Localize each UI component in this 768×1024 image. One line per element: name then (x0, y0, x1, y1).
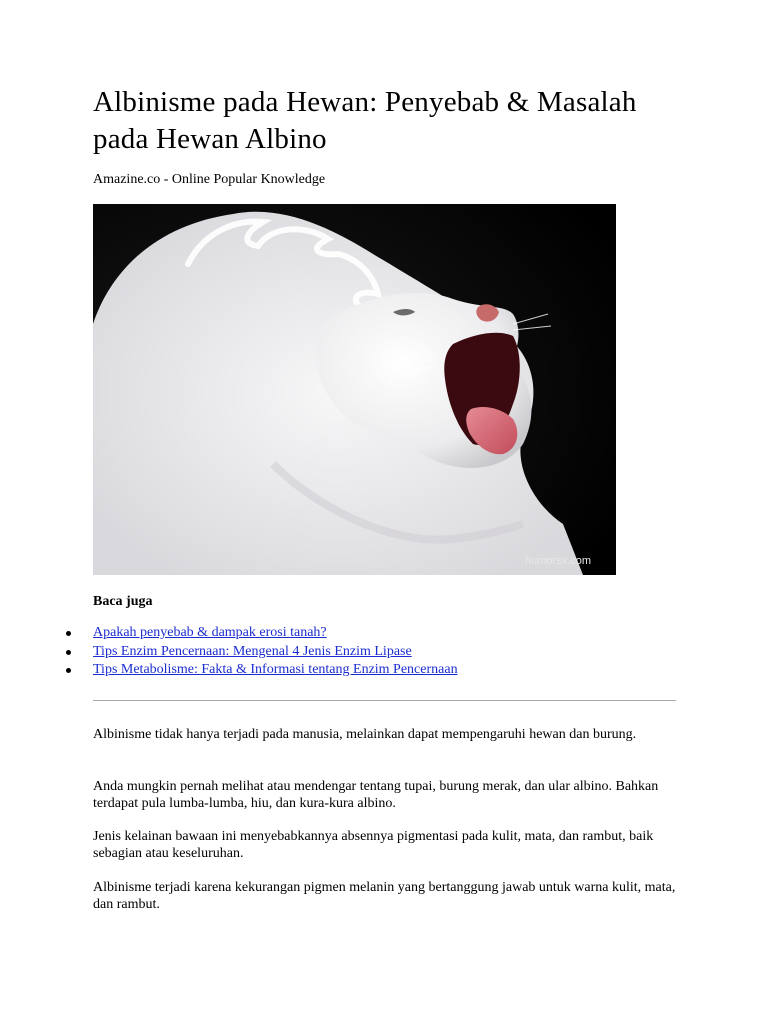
list-item (60, 661, 458, 680)
bullet-icon (66, 650, 71, 655)
bullet-icon (66, 668, 71, 673)
related-link-2[interactable]: Tips Enzim Pencernaan: Mengenal 4 Jenis Enzim Lipase (93, 643, 412, 659)
article-title: Albinisme pada Hewan: Penyebab & Masalah pada Hewan Albino (93, 86, 637, 155)
body-paragraph-1: Albinisme tidak hanya terjadi pada manusia, melainkan dapat mempengaruhi hewan dan burung. (93, 727, 637, 742)
list-item (60, 643, 458, 662)
body-paragraph-2: Anda mungkin pernah melihat atau mendengar tentang tupai, burung merak, dan ular albino. Bahkan terdapat pula lumba-lumba, hiu, dan kura-kura albino. (93, 779, 659, 811)
body-paragraph-4: Albinisme terjadi karena kekurangan pigmen melanin yang bertanggung jawab untuk warna kulit, mata, dan rambut. (93, 880, 676, 912)
bullet-icon (66, 631, 71, 636)
related-links-list (60, 624, 458, 680)
white-lion-icon (93, 204, 616, 575)
hero-image (93, 204, 616, 575)
divider (93, 700, 676, 701)
article-source: Amazine.co - Online Popular Knowledge (93, 172, 326, 187)
image-watermark: humorsx.com (525, 555, 592, 567)
list-item (60, 624, 458, 643)
related-heading: Baca juga (93, 594, 153, 609)
body-paragraph-3: Jenis kelainan bawaan ini menyebabkannya absennya pigmentasi pada kulit, mata, dan rambut, baik sebagian atau keseluruhan. (93, 829, 654, 861)
related-link-3[interactable]: Tips Metabolisme: Fakta & Informasi tentang Enzim Pencernaan (93, 662, 458, 677)
related-link-1[interactable]: Apakah penyebab & dampak erosi tanah? (93, 625, 327, 640)
